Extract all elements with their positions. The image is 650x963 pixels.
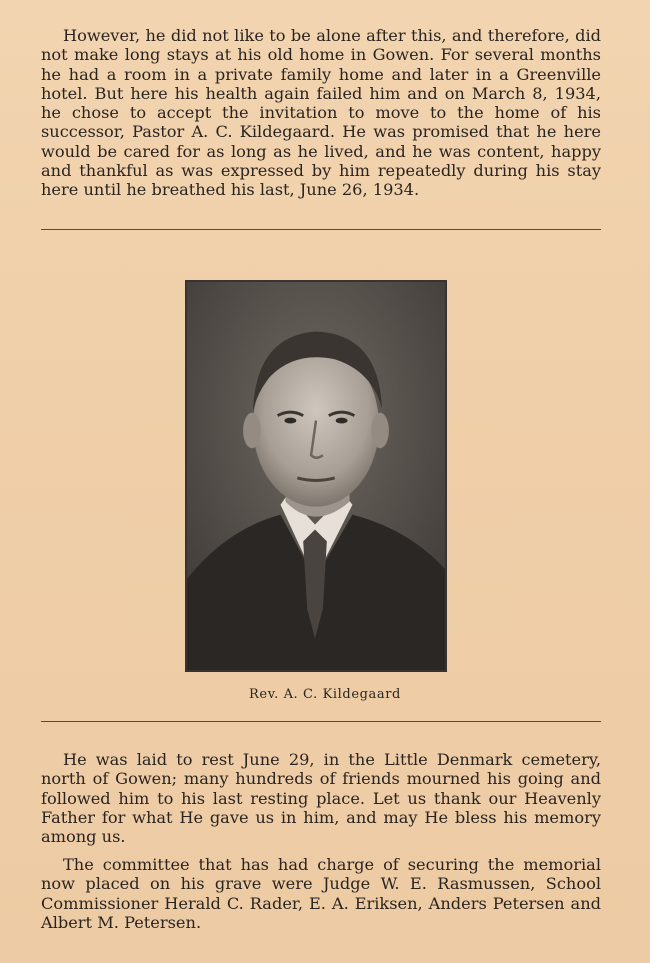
paragraph-1: However, he did not like to be alone after this, and therefore, did not make long stays at his old home in Gowen. For several months he had a room in a private family home and later in a Greenville hotel. But here his health again failed him and on March 8, 1934, he chose to accept the invitation to move to the home of his successor, Pastor A. C. Kildegaard. He was promised that he here would be cared for as long as he lived, and he was content, happy and thankful as was expressed by him repeatedly during his stay here until he breathed his last, June 26, 1934. (41, 26, 601, 200)
portrait-photo (185, 280, 447, 672)
divider-top (41, 229, 601, 230)
paragraph-3: The committee that has had charge of securing the memorial now placed on his grave were Judge W. E. Rasmussen, School Commissioner Herald C. Rader, E. A. Eriksen, Anders Petersen and Albert M. Petersen. (41, 855, 601, 932)
portrait-image (187, 282, 445, 670)
divider-bottom (41, 721, 601, 722)
photo-caption: Rev. A. C. Kildegaard (249, 687, 401, 702)
paragraph-2: He was laid to rest June 29, in the Little Denmark cemetery, north of Gowen; many hundreds of friends mourned his going and followed him to his last resting place. Let us thank our Heavenly Father for what He gave us in him, and may He bless his memory among us. (41, 750, 601, 847)
